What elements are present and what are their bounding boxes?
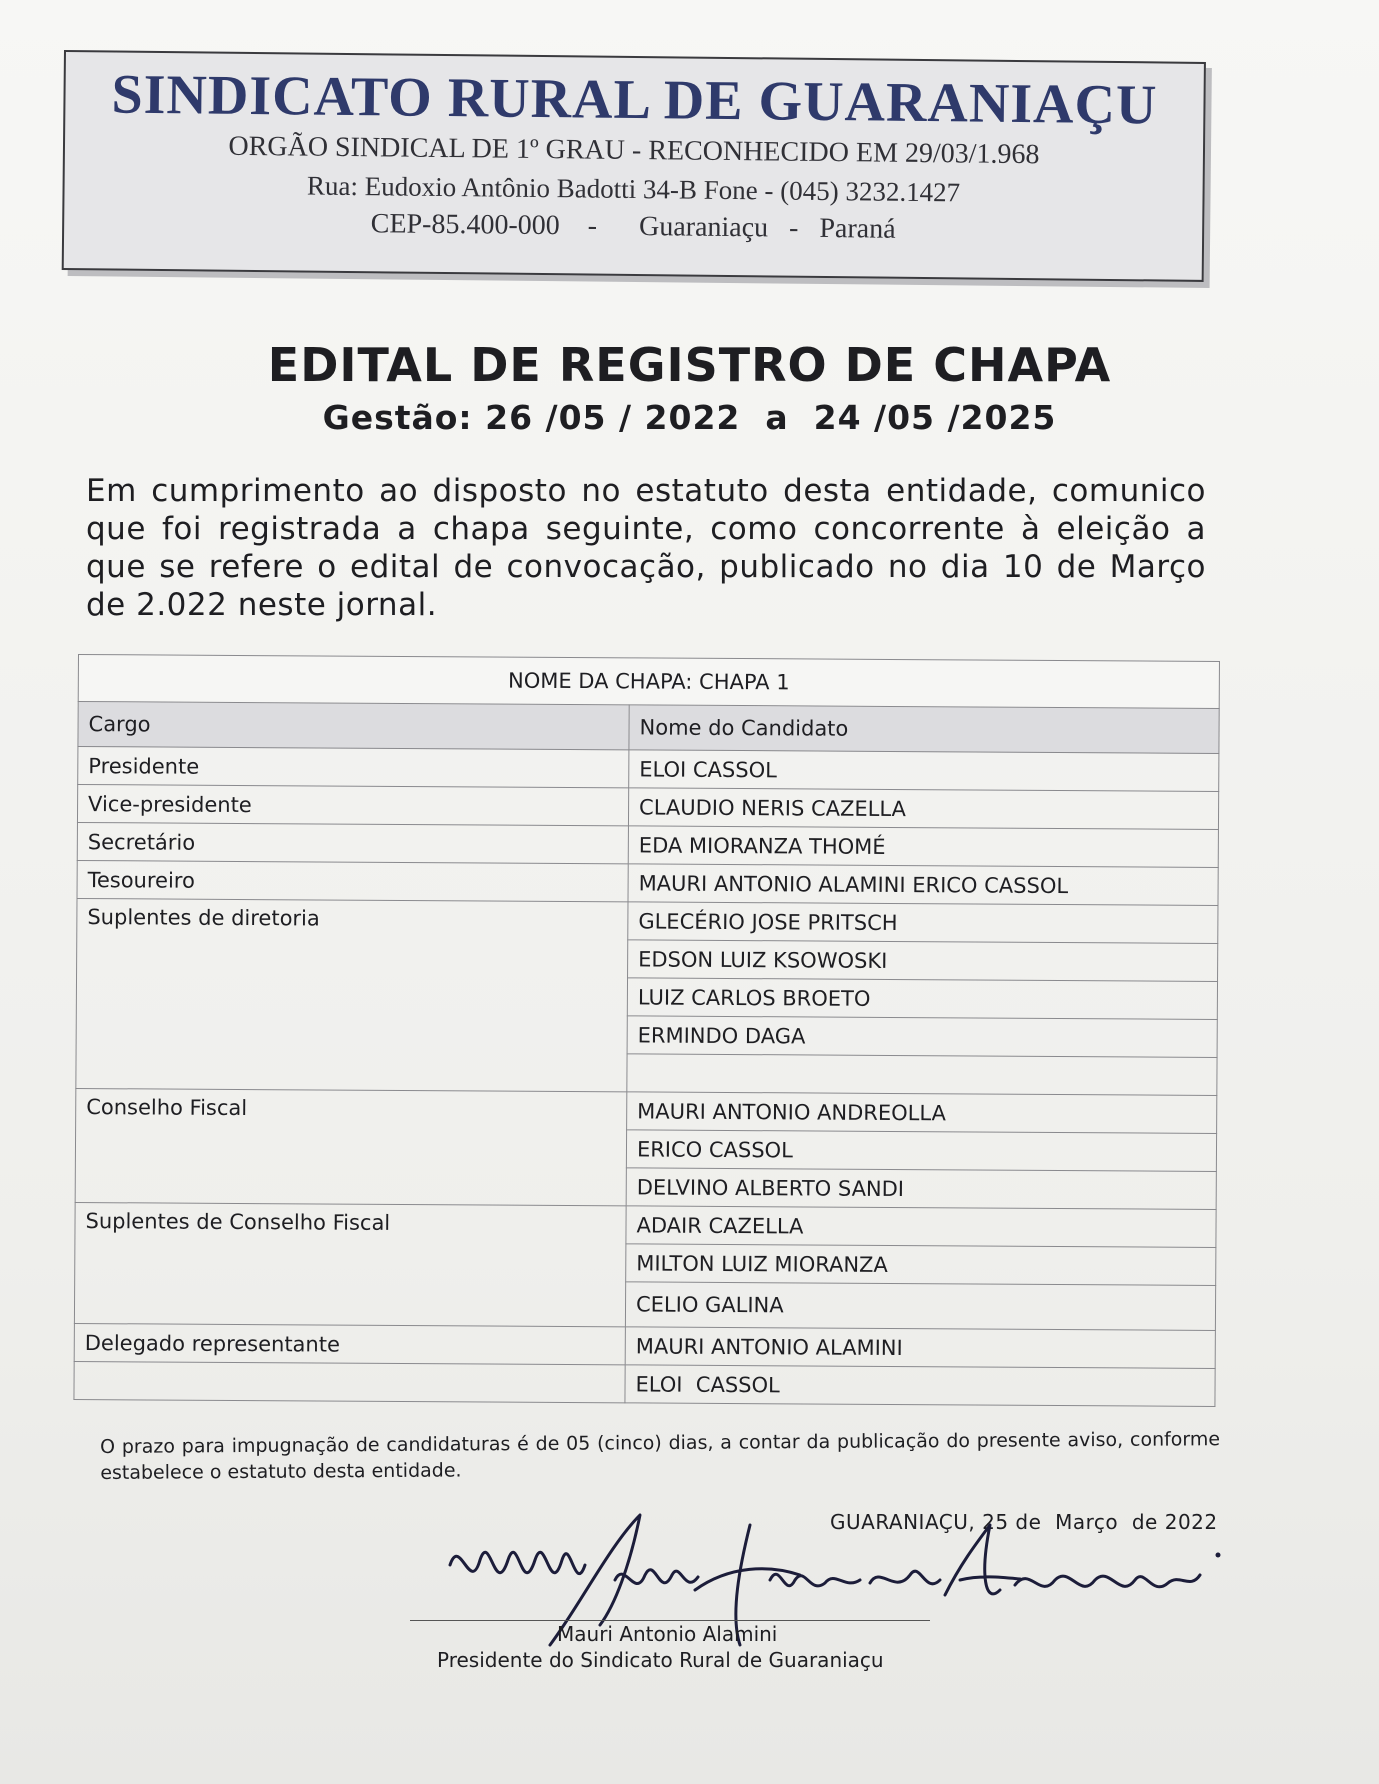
nome-cell: ERMINDO DAGA (627, 1016, 1217, 1058)
nome-cell: CELIO GALINA (625, 1282, 1215, 1331)
signature-line (410, 1620, 930, 1621)
place-date: GUARANIAÇU, 25 de Março de 2022 (830, 1510, 1218, 1534)
cargo-cell: Vice-presidente (77, 785, 628, 826)
nome-cell: MAURI ANTONIO ALAMINI ERICO CASSOL (628, 864, 1218, 906)
cargo-cell: Suplentes de diretoria (76, 898, 628, 1091)
letterhead-line-1: ORGÃO SINDICAL DE 1º GRAU - RECONHECIDO EM 29/03/1.968 (228, 130, 1040, 171)
letterhead-line-3: CEP-85.400-000 - Guaraniaçu - Paraná (370, 208, 896, 245)
nome-cell: ELOI CASSOL (625, 1365, 1215, 1407)
nome-cell: EDSON LUIZ KSOWOSKI (628, 940, 1218, 982)
table-row (74, 1361, 1215, 1406)
document-title: EDITAL DE REGISTRO DE CHAPA (267, 338, 1112, 392)
cargo-cell: Suplentes de Conselho Fiscal (74, 1202, 626, 1326)
nome-cell: CLAUDIO NERIS CAZELLA (628, 788, 1218, 830)
nome-cell: MAURI ANTONIO ANDREOLLA (627, 1092, 1217, 1134)
cargo-cell: Tesoureiro (77, 860, 628, 901)
table-row (76, 1088, 1217, 1133)
cargo-cell: Presidente (78, 747, 629, 788)
empty-cargo-cell (74, 1361, 625, 1402)
header-cargo: Cargo (78, 702, 629, 750)
nome-cell: EDA MIORANZA THOMÉ (628, 826, 1218, 868)
header-nome: Nome do Candidato (629, 705, 1219, 754)
letterhead-line-2: Rua: Eudoxio Antônio Badotti 34-B Fone - (045) 3232.1427 (306, 170, 961, 208)
letterhead-title: SINDICATO RURAL DE GUARANIAÇU (111, 63, 1158, 137)
cargo-cell: Delegado representante (74, 1323, 625, 1364)
cargo-cell: Conselho Fiscal (75, 1088, 627, 1205)
nome-cell: DELVINO ALBERTO SANDI (626, 1168, 1216, 1210)
table-header-row (78, 702, 1219, 754)
table-row (75, 1202, 1216, 1247)
letterhead (62, 50, 1206, 282)
table-row (77, 898, 1218, 943)
chapa-table (73, 654, 1220, 1407)
nome-cell: MILTON LUIZ MIORANZA (626, 1244, 1216, 1286)
nome-cell: LUIZ CARLOS BROETO (627, 978, 1217, 1020)
gestao-period: Gestão: 26 /05 / 2022 a 24 /05 /2025 (322, 398, 1057, 437)
nome-cell: MAURI ANTONIO ALAMINI (625, 1327, 1215, 1369)
signer-role: Presidente do Sindicato Rural de Guaraniaçu (437, 1648, 884, 1672)
cargo-cell: Secretário (77, 822, 628, 863)
nome-cell: ELOI CASSOL (629, 750, 1219, 792)
impugnation-notice: O prazo para impugnação de candidaturas é de 05 (cinco) dias, a contar da publicação do presente aviso, conforme estabelece o estatuto desta entidade. (100, 1428, 1221, 1484)
signer-name: Mauri Antonio Alamini (557, 1622, 778, 1646)
intro-paragraph: Em cumprimento ao disposto no estatuto desta entidade, comunico que foi registrada a chapa seguinte, como concorrente à eleição a que se refere o edital de convocação, publicado no dia 10 de Março de 2.022 neste jornal. (86, 473, 1206, 623)
nome-cell: ERICO CASSOL (626, 1130, 1216, 1172)
table-caption: NOME DA CHAPA: CHAPA 1 (78, 655, 1219, 709)
nome-cell: GLECÉRIO JOSE PRITSCH (628, 902, 1218, 944)
empty-nome-cell (627, 1054, 1217, 1096)
nome-cell: ADAIR CAZELLA (626, 1206, 1216, 1248)
